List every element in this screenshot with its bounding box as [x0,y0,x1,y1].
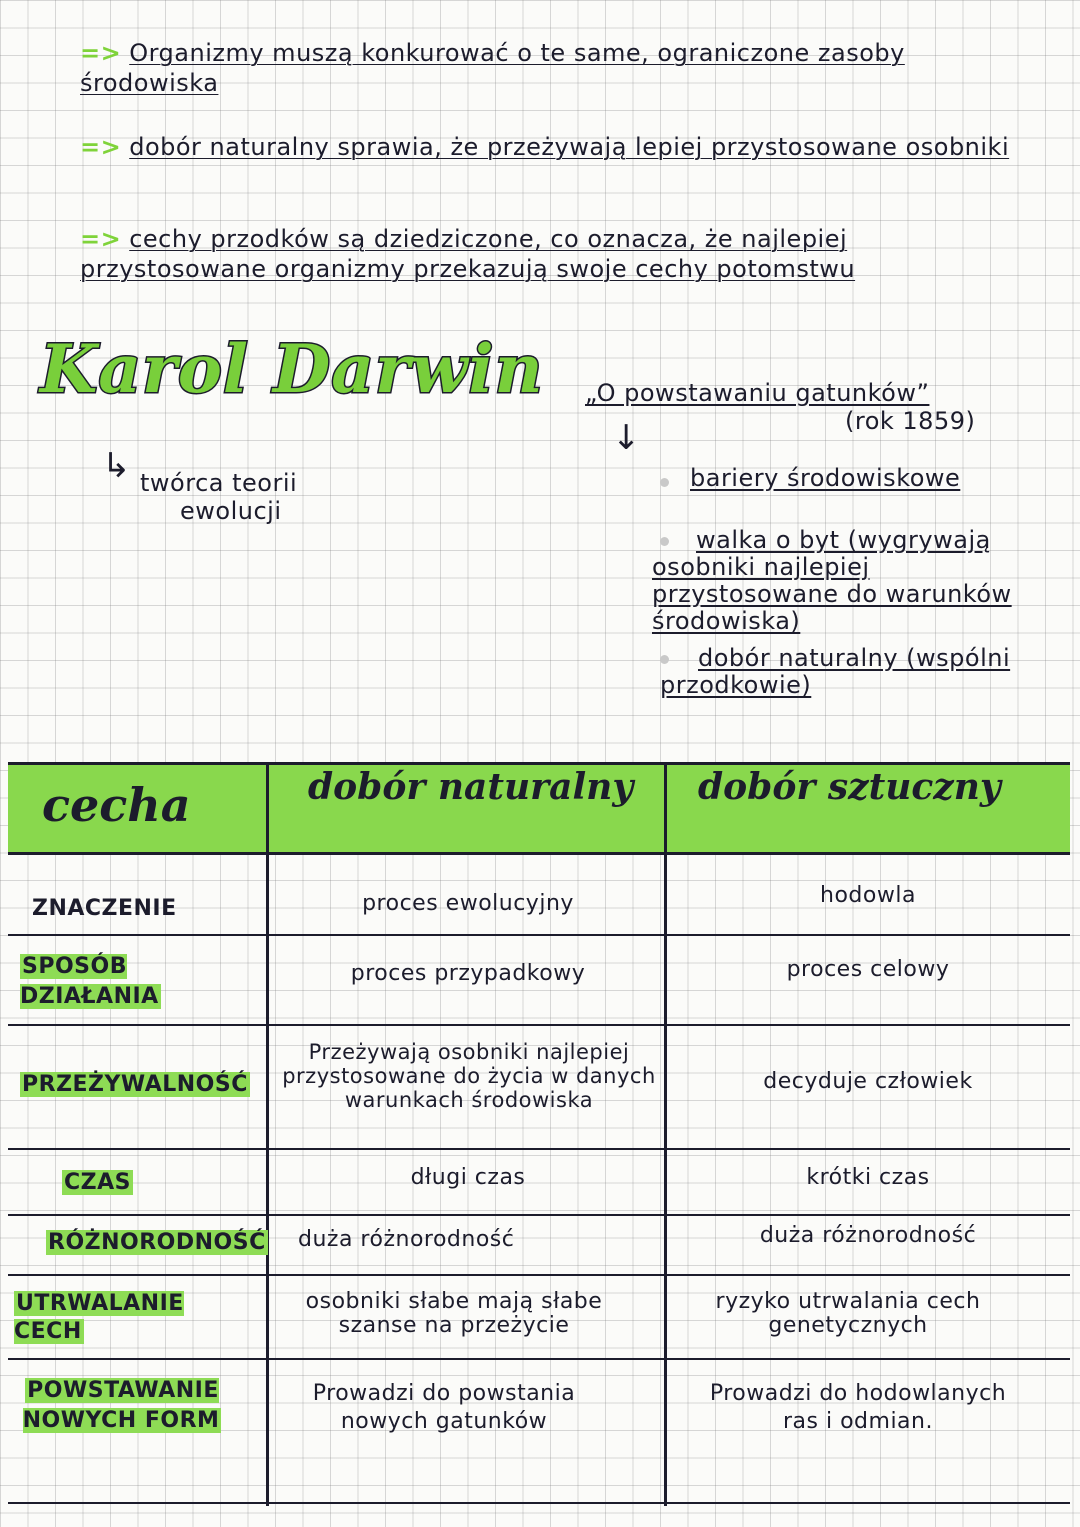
row-label-czas [62,1170,133,1196]
creator-note-line1: twórca teorii [140,469,298,497]
book-point-3: dobór naturalny (wspólni przodkowie) [660,644,1011,699]
cell-natural: proces ewolucyjny [362,891,574,916]
row-label-text: POWSTAWANIE NOWYCH FORM [22,1378,220,1433]
row-label-text: SPOSÓB DZIAŁANIA [20,954,159,1009]
bullet-text: Organizmy muszą konkurować o te same, ograniczone zasoby środowiska [80,39,905,97]
row-label-znaczenie [32,896,177,922]
column-divider [664,762,667,1506]
row-divider [8,1148,1070,1150]
book-title: „O powstawaniu gatunków” [585,379,930,407]
comparison-table [8,762,1070,1506]
header-natural: dobór naturalny [308,766,634,808]
creator-note-line2: ewolucji [180,497,282,525]
book-year: (rok 1859) [845,407,976,435]
cell-natural: duża różnorodność [298,1227,515,1252]
column-divider [266,762,269,1506]
cell-artificial: Prowadzi do hodowlanych ras i odmian. [709,1381,1007,1434]
row-label-sposob [20,952,250,1012]
arrow-down-right-icon: ↳ [102,446,131,486]
row-label-utrwalanie [14,1290,214,1346]
bullet-2 [80,132,1040,162]
book-point-2: walka o byt (wygrywają osobniki najlepiej przystosowane do warunków środowiska) [652,526,1012,635]
bullet-text: dobór naturalny sprawia, że przeżywają lepiej przystosowane osobniki [129,133,1010,161]
row-label-text: RÓŻNORODNOŚĆ [48,1230,266,1255]
row-label-roznorodnosc [46,1230,268,1256]
book-point-1: bariery środowiskowe [690,464,961,492]
cell-natural: Prowadzi do powstania nowych gatunków [312,1381,576,1434]
row-divider [8,1024,1070,1026]
cell-artificial: krótki czas [806,1165,930,1190]
cell-artificial: hodowla [820,883,916,908]
row-label-text: ZNACZENIE [32,896,177,921]
cell-natural: długi czas [410,1165,526,1190]
arrow-icon: => [80,133,122,161]
cell-natural: Przeżywają osobniki najlepiej przystosowane do życia w danych warunkach środowiska [282,1040,656,1112]
row-divider [8,1274,1070,1276]
cell-artificial: proces celowy [786,957,950,982]
bullet-1 [80,38,1040,98]
page-title: Karol Darwin [40,330,544,408]
row-divider [8,1358,1070,1360]
arrow-down-icon: ↓ [612,418,641,458]
arrow-icon: => [80,39,122,67]
cell-natural: proces przypadkowy [350,961,586,986]
cell-artificial: ryzyko utrwalania cech genetycznych [715,1289,981,1338]
bullet-text: cechy przodków są dziedziczone, co oznacza, że najlepiej przystosowane organizmy przekazują swoje cechy potomstwu [80,225,856,283]
row-divider [8,1502,1070,1504]
row-label-text: UTRWALANIE CECH [14,1291,184,1344]
row-label-przezywalnosc [20,1072,250,1098]
header-artificial: dobór sztuczny [698,766,1001,808]
row-divider [8,1214,1070,1216]
bullet-3 [80,224,1040,284]
cell-artificial: decyduje człowiek [763,1069,973,1094]
row-label-text: CZAS [64,1170,131,1195]
header-cecha: cecha [42,778,191,832]
cell-artificial: duża różnorodność [759,1223,977,1248]
bullet-dot-icon [660,478,669,487]
row-label-powstawanie [22,1376,222,1436]
arrow-icon: => [80,225,122,253]
row-label-text: PRZEŻYWALNOŚĆ [22,1072,248,1097]
row-divider [8,934,1070,936]
cell-natural: osobniki słabe mają słabe szanse na przeżycie [305,1289,603,1338]
